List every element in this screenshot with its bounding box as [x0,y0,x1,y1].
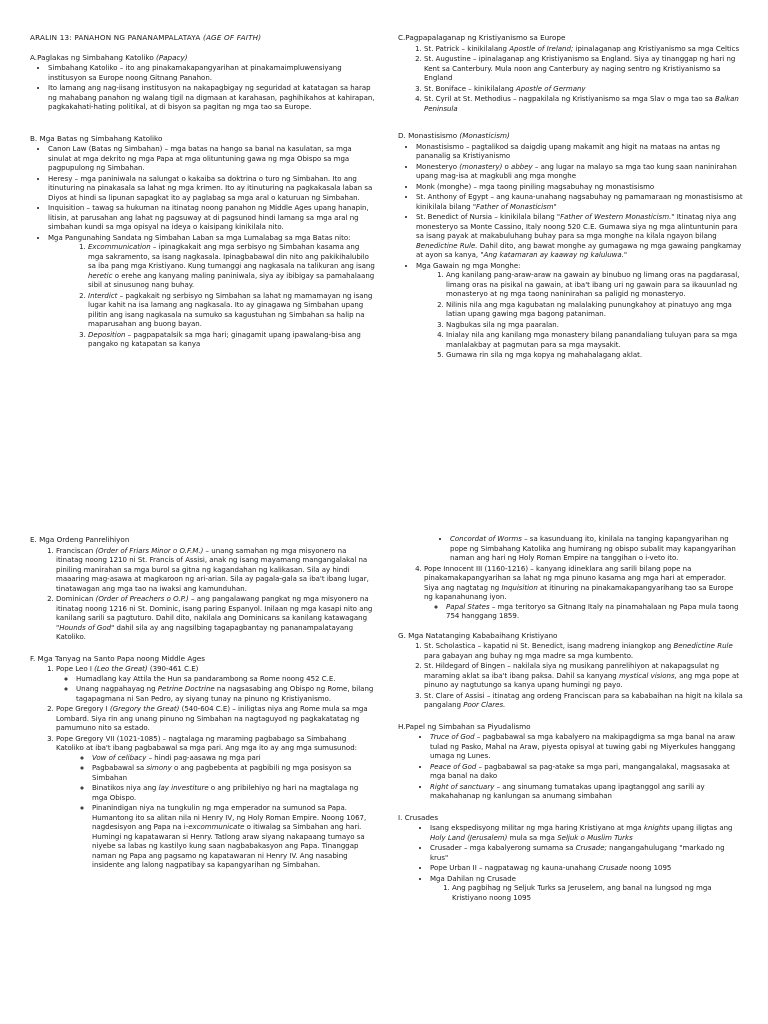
list-item: 2. St. Augustine – ipinalaganap ang Kristiyanismo sa England. Siya ay tinanggap ng hari ng Kent sa Canterbury. Mula noon ang Canterbury ay naging sentro ng Kristiyanismo sa England [424,55,743,84]
section-e-heading: E. Mga Ordeng Panrelihiyon [30,535,130,544]
list-item: 2. Nilinis nila ang mga kagubatan ng malalaking punungkahoy at pinatuyo ang mga latian upang gawing mga bagong pataniman. [446,301,743,320]
list-item: 1. Ang kanilang pang-araw-araw na gawain ay binubuo ng limang oras na pagdarasal, limang oras na pisikal na gawain, at iba't ibang uri ng gawain para sa ikauunlad ng monasteryo at ng mga taong naninirahan sa paligid ng monasteryo. [446,271,743,300]
section-d-list [398,143,743,361]
list-item: 5. Gumawa rin sila ng mga kopya ng mahahalagang aklat. [446,351,743,361]
list-item: • Mga Dahilan ng Crusade 1. Ang pagbihag ng Seljuk Turks sa Jeruselem, ang banal na lungsod ng mga Kristiyano noong 1095 [430,875,743,904]
list-item: • Canon Law (Batas ng Simbahan) – mga batas na hango sa banal na kasulatan, sa mga sinulat at mga dekrito ng mga Papa at mga olituntuning gawa ng mga Obispo sa mga pagpupulong ng Simbahan. [48,145,375,174]
section-h-heading: H.Papel ng Simbahan sa Piyudalismo [398,721,531,731]
section-b-heading: B. Mga Batas ng Simbahang Katoliko [30,133,163,143]
list-item: 1. St. Patrick – kinikilalang Apostle of Ireland; ipinalaganap ang Kristiyanismo sa mga Celtics [424,45,743,55]
list-item: ◦ Pinanindigan niya na tungkulin ng mga emperador na sumunod sa Papa. Humantong ito sa alitan nila ni Henry IV, ng Holy Roman Empire. Noong 1067, nagdesisyon ang Papa na i-excommunicate o itiwalag sa Simbahan ang hari. Humingi ng kapatawaran si Henry. Tatlong araw siyang nakapaang tumayo sa niyebe sa labas ng kastilyo kung saan nagbabakasyon ang Papa. Tinanggap naman ng Papa ang pagsamo ng kapatawaran ni Henry IV. Ang nasabing insidente ang lalong nagpatibay sa kapangyarihan ng Simbahan. [92,804,375,871]
list-item: 3. St. Boniface – kinikilalang Apostle of Germany [424,85,743,95]
list-item: • Peace of God – pagbabawal sa pag-atake sa mga pari, mangangalakal, magsasaka at mga banal na dako [430,763,743,782]
section-f-list [30,665,375,871]
list-item: • St. Benedict of Nursia – kinikilala bilang "Father of Western Monasticism." Itinatag niya ang monesteryo sa Monte Cassino, Italy noong 520 C.E. Gumawa siya ng mga alintuntunin para sa isang payak at makabuluhang buhay para sa mga monghe na kilala ngayon bilang Benedictine Rule. Dahil dito, ang bawat monghe ay gumagawa ng mga gawaing pangkamay at ayon sa kanya, "Ang katamaran ay kaaway ng kaluluwa." [416,213,743,261]
list-item: • Truce of God – pagbabawal sa mga kabalyero na makipagdigma sa mga banal na araw tulad ng Pasko, Mahal na Araw, piyesta opisyal at tuwing gabi ng Miyerkules hanggang umaga ng Lunes. [430,733,743,762]
list-item: • Monk (monghe) – mga taong piniling magsabuhay ng monastisismo [416,183,743,193]
column-top-right [398,33,743,362]
list-item: 4. St. Cyril at St. Methodius – nagpakilala ng Kristiyanismo sa mga Slav o mga tao sa Balkan Peninsula [424,95,743,114]
list-item: • Monesteryo (monastery) o abbey – ang lugar na malayo sa mga tao kung saan naninirahan upang mag-isa at magkubli ang mga monghe [416,163,743,182]
gawain-list [416,271,743,361]
list-item: • Crusader – mga kabalyerong sumama sa Crusade; nangangahulugang "markado ng krus" [430,844,743,863]
papal-states-sublist [424,603,743,622]
lesson-title: ARALIN 13: PANAHON NG PANANAMPALATAYA (AGE OF FAITH) [30,33,262,42]
section-c-heading: C.Pagpapalaganap ng Kristiyanismo sa Europe [398,33,566,42]
dahilan-list [430,884,743,903]
list-item: • Isang ekspedisyong militar ng mga haring Kristiyano at mga knights upang iligtas ang Holy Land (Jerusalem) mula sa mga Seljuk o Muslim Turks [430,824,743,843]
list-item: • Concordat of Worms – sa kasunduang ito, kinilala na tanging kapangyarihan ng pope ng Simbahang Katolika ang humirang ng obispo subalit may kapangyarihan naman ang hari ng Holy Roman Empire na tanggihan o i-veto ito. [450,535,743,564]
list-item: 2. Pope Gregory I (Gregory the Great) (540-604 C.E) – iniligtas niya ang Rome mula sa mga Lombard. Siya rin ang unang pinuno ng Simbahan na nagtaguyod ng pagkakatatag ng pamumuno nito sa estado. [56,705,375,734]
section-g-heading: G. Mga Natatanging Kababaihang Kristiyano [398,630,558,640]
list-item: • Monastisismo – pagtalikod sa daigdig upang makamit ang higit na mataas na antas ng pananalig sa Kristiyanismo [416,143,743,162]
list-item: • Mga Pangunahing Sandata ng Simbahan Laban sa mga Lumalabag sa mga Batas nito: 1. Excommunication – ipinagkakait ang mga serbisyo ng Simbahan kasama ang mga sakramento, sa isang nagkasala. Ipinagbabawal din nito ang pakikihalubilo sa iba pang mga Kristiyano. Kung tumanggi ang nagkasala na talikuran ang isang heretic o erehe ang kanyang maling paniniwala, siya ay ibibigay sa pamahalaang sibil at sinusunog nang buhay. 2. Interdict – pagkakait ng serbisyo ng Simbahan sa lahat ng mamamayan ng isang lugar kahit na isa lamang ang nagkasala. Ito ay ginagawa ng Simbahan upang pilitin ang isang nagkasala na sumuko sa kagustuhan ng Simbahan sa halip na maparusahan ang buong bayan. 3. Deposition – pagpapatalsik sa mga hari; ginagamit upang ipawalang-bisa ang pangako ng katapatan sa kanya [48,234,375,350]
section-e-list [30,547,375,643]
section-g-list [398,642,743,711]
section-c-list [398,45,743,115]
list-item: 4. Pope Innocent III (1160-1216) – kanyang idineklara ang sarili bilang pope na pinakamakapangyarihan sa lahat ng mga pinuno kasama ang mga hari at emperador. Siya ang nagtatag ng Inquisition at itinuring na pinakamakapangyarihang tao sa Europe ng kapanahunang iyon. ◦ Papal States – mga teritoryo sa Gitnang Italy na pinamahalaan ng Papa mula taong 754 hanggang 1859. [424,565,743,622]
column-top-left [30,33,375,351]
list-item: • St. Anthony of Egypt – ang kauna-unahang nagsabuhay ng pamamaraan ng monastisismo at kinikilala bilang "Father of Monasticism" [416,193,743,212]
section-b-list [30,145,375,350]
list-item: • Pope Urban II – nagpatawag ng kauna-unahang Crusade noong 1095 [430,864,743,874]
list-item: • Inquisition – tawag sa hukuman na itinatag noong panahon ng Middle Ages upang hanapin, litisin, at parusahan ang lahat ng pagsuway at di pagsunod hindi lamang sa mga aral ng simbahan kundi sa mga opisyal na ideya o kaisipang kinikilala nito. [48,204,375,233]
list-item: • Heresy – mga paniniwala na salungat o kakaiba sa doktrina o turo ng Simbahan. Ito ang itinuturing na pinakasala sa lahat ng mga krimen. Ito ay itinuturing na pagkakasala laban sa Diyos at hindi sa lipunan sapagkat ito ay paglabag sa mga aral o katuruan ng Simbahan. [48,175,375,204]
section-a-list [30,64,375,113]
gregory7-sublist [56,754,375,871]
list-item: 2. Interdict – pagkakait ng serbisyo ng Simbahan sa lahat ng mamamayan ng isang lugar kahit na isa lamang ang nagkasala. Ito ay ginagawa ng Simbahan upang pilitin ang isang nagkasala na sumuko sa kagustuhan ng Simbahan sa halip na maparusahan ang buong bayan. [88,292,375,330]
column-bottom-right [398,535,743,904]
list-item: ◦ Papal States – mga teritoryo sa Gitnang Italy na pinamahalaan ng Papa mula taong 754 hanggang 1859. [446,603,743,622]
list-item: 1. Franciscan (Order of Friars Minor o O.F.M.) – unang samahan ng mga misyonero na itinatag noong 1210 ni St. Francis of Assisi, anak ng isang mayamang mangangalakal na piniling manirahan sa mga burol sa gitna ng kagandahan ng kalikasan. Sila ay hindi maaaring mag-asawa at magkaroon ng ari-arian. Sila ay pagala-gala sa iba't ibang lugar, tinatawagan ang mga tao na iwaksi ang kamunduhan. [56,547,375,595]
list-item: ◦ Vow of celibacy – hindi pag-aasawa ng mga pari [92,754,375,764]
list-item: 3. St. Clare of Assisi – itinatag ang ordeng Franciscan para sa kababaihan na higit na kilala sa pangalang Poor Clares. [424,692,743,711]
list-item: • Right of sanctuary – ang sinumang tumatakas upang ipagtanggol ang sarili ay makahahanap ng kanlungan sa anumang simbahan [430,783,743,802]
section-d-heading: D. Monastisismo (Monasticism) [398,131,510,140]
list-item: ◦ Binatikos niya ang lay investiture o ang pribilehiyo ng hari na magtalaga ng mga Obispo. [92,784,375,803]
innocent-list [398,565,743,622]
list-item: 3. Deposition – pagpapatalsik sa mga hari; ginagamit upang ipawalang-bisa ang pangako ng katapatan sa kanya [88,331,375,350]
list-item: 1. Ang pagbihag ng Seljuk Turks sa Jeruselem, ang banal na lungsod ng mga Kristiyano noong 1095 [452,884,743,903]
list-item: 4. Inialay nila ang kanilang mga monastery bilang panandaliang tuluyan para sa mga manlalakbay at pagmutan para sa mga maysakit. [446,331,743,350]
list-item: ◦ Pagbabawal sa simony o ang pagbebenta at pagbibili ng mga posisyon sa Simbahan [92,764,375,783]
list-item: 2. Dominican (Order of Preachers o O.P.) – ang pangalawang pangkat ng mga misyonero na itinatag noong 1216 ni St. Dominic, isang paring Espanyol. Inilaan ng mga kasapi nito ang kanilang sarili sa pagtuturo. Dahil dito, nakilala ang Dominicans sa kanilang katawagang "Hounds of God" dahil sila ay ang nagsilbing tagapagbantay ng pananampalatayang Katoliko. [56,595,375,643]
list-item: • Mga Gawain ng mga Monghe: 1. Ang kanilang pang-araw-araw na gawain ay binubuo ng limang oras na pagdarasal, limang oras na pisikal na gawain, at iba't ibang uri ng gawain para sa ikauunlad ng monasteryo at ng mga taong naninirahan sa paligid ng monasteryo. 2. Nilinis nila ang mga kagubatan ng malalaking punungkahoy at pinatuyo ang mga latian upang gawing mga bagong pataniman. 3. Nagbukas sila ng mga paaralan. 4. Inialay nila ang kanilang mga monastery bilang panandaliang tuluyan para sa mga manlalakbay at pagmutan para sa mga maysakit. 5. Gumawa rin sila ng mga kopya ng mahahalagang aklat. [416,262,743,361]
list-item: ◦ Humadlang kay Attila the Hun sa pandarambong sa Rome noong 452 C.E. [76,675,375,685]
list-item: 3. Pope Gregory VII (1021-1085) – nagtalaga ng maraming pagbabago sa Simbahang Katoliko at iba't ibang pagbabawal sa mga pari. Ang mga ito ay ang mga sumusunod: ◦ Vow of celibacy – hindi pag-aasawa ng mga pari ◦ Pagbabawal sa simony o ang pagbebenta at pagbibili ng mga posisyon sa Simbahan ◦ Binatikos niya ang lay investiture o ang pribilehiyo ng hari na magtalaga ng mga Obispo. ◦ Pinanindigan niya na tungkulin ng mga emperador na sumunod sa Papa. Humantong ito sa alitan nila ni Henry IV, ng Holy Roman Empire. Noong 1067, nagdesisyon ang Papa na i-excommunicate o itiwalag sa Simbahan ang hari. Humingi ng kapatawaran si Henry. Tatlong araw siyang nakapaang tumayo sa niyebe sa labas ng kastilyo kung saan nagbabakasyon ang Papa. Tinanggap naman ng Papa ang pagsamo ng kapatawaran ni Henry IV. Ang nasabing insidente ang lalong nagpatibay sa kapangyarihan ng Simbahan. [56,735,375,871]
list-item: 2. St. Hildegard of Bingen – nakilala siya ng musikang panrelihiyon at nakapagsulat ng maraming aklat sa iba't ibang paksa. Dahil sa kanyang mystical visions, ang mga pope at pinuno ay nagtutungo sa kanya upang humingi ng payo. [424,662,743,691]
section-i-heading: I. Crusades [398,812,439,822]
column-bottom-left [30,535,375,872]
section-f-heading: F. Mga Tanyag na Santo Papa noong Middle Ages [30,653,206,663]
list-item: 1. St. Scholastica – kapatid ni St. Benedict, isang madreng iniangkop ang Benedictine Rule para gabayan ang buhay ng mga madre sa mga kumbento. [424,642,743,661]
list-item: 1. Excommunication – ipinagkakait ang mga serbisyo ng Simbahan kasama ang mga sakramento, sa isang nagkasala. Ipinagbabawal din nito ang pakikihalubilo sa iba pang mga Kristiyano. Kung tumanggi ang nagkasala na talikuran ang isang heretic o erehe ang kanyang maling paniniwala, siya ay ibibigay sa pamahalaang sibil at sinusunog nang buhay. [88,243,375,291]
section-h-list [398,733,743,802]
list-item: • Simbahang Katoliko – ito ang pinakamakapangyarihan at pinakamaimpluwensiyang institusyon sa Europe noong Gitnang Panahon. [48,64,375,83]
section-i-list [398,824,743,903]
list-item: 1. Pope Leo I (Leo the Great) (390-461 C.E) ◦ Humadlang kay Attila the Hun sa pandarambong sa Rome noong 452 C.E. ◦ Unang nagpahayag ng Petrine Doctrine na nagsasabing ang Obispo ng Rome, bilang tagapagmana ni San Pedro, ay siyang tunay na pinuno ng Kristiyanismo. [56,665,375,704]
sandata-list [48,243,375,350]
concordat-list [398,535,743,564]
list-item: ◦ Unang nagpahayag ng Petrine Doctrine na nagsasabing ang Obispo ng Rome, bilang tagapagmana ni San Pedro, ay siyang tunay na pinuno ng Kristiyanismo. [76,685,375,704]
list-item: 3. Nagbukas sila ng mga paaralan. [446,321,743,331]
list-item: • Ito lamang ang nag-iisang institusyon na nakapagbigay ng seguridad at katatagan sa harap ng mahabang panahon ng walang tigil na digmaan at karahasan, paghihikahos at kahirapan, pagkakahati-hating politikal, at di bisyon sa pagitan ng mga tao sa Europe. [48,84,375,113]
leo-sublist [56,675,375,705]
section-a-heading: A.Paglakas ng Simbahang Katoliko (Papacy) [30,52,188,62]
